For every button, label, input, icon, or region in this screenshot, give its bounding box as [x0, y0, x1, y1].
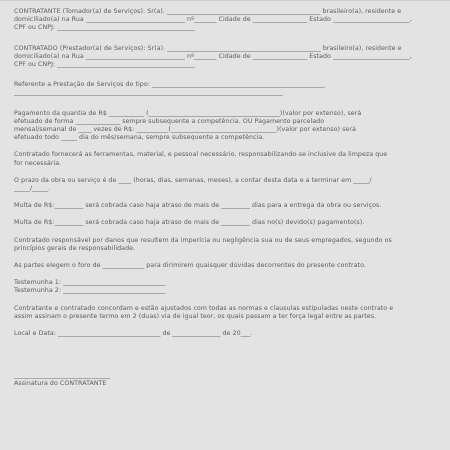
- ferramentas-line-1: Contratado fornecerá as ferramentas, material, e pessoal necessário, responsabilizando-se inclusive da limpeza que: [14, 151, 388, 159]
- contratado-line-1: CONTRATADO (Prestador(a) de Serviços): Sr(a). ________________________________________________ brasileiro(a), residente e: [14, 44, 402, 52]
- referente-line-2: ____________________________________________________________________________________: [14, 89, 283, 97]
- contratado-section: [14, 45, 440, 70]
- danos-line-1: Contratado responsável por danos que resultem da imperícia ou negligência sua ou de seus empregados, segundo os: [14, 236, 392, 244]
- pagamento-line-3: mensal/semanal de ____ vezes de R$: __________(_________________________________)(valor por extenso) será: [14, 126, 356, 134]
- prazo-line-1: O prazo da obra ou serviço é de ____ (horas, dias, semanas, meses), a contar desta data e a terminar em _____/: [14, 176, 372, 184]
- acordo-line-2: assim assinam o presente termo em 2 (duas) via de igual teor, os quais passam a ter força legal entre as partes.: [14, 312, 377, 320]
- contratante-line-2: domiciliado(a) na Rua _______________________________ nº_______ Cidade de _________________ Estado ________________________,: [14, 16, 412, 24]
- contratante-line-1: CONTRATANTE (Tomador(a) de Serviços): Sr(a). ________________________________________________ brasileiro(a), residente e: [14, 8, 402, 15]
- ferramentas-line-2: for necessária.: [14, 159, 62, 167]
- local-data: Local e Data: ________________________________ de _______________ de 20___.: [14, 330, 253, 338]
- ferramentas-section: [14, 151, 440, 167]
- contratante-section: [14, 8, 440, 33]
- signature-label: Assinatura do CONTRATANTE: [14, 380, 107, 388]
- signature-line: ______________________________: [14, 372, 110, 380]
- referente-line-1: Referente a Prestação de Serviços do tipo: ______________________________________________________: [14, 81, 325, 89]
- contratado-line-3: CPF ou CNPJ: ___________________________________________: [14, 61, 195, 69]
- acordo-section: [14, 305, 440, 321]
- referente-section: [14, 81, 440, 97]
- contratante-line-3: CPF ou CNPJ: ___________________________________________: [14, 24, 195, 32]
- danos-line-2: princípios gerais de responsabilidade.: [14, 244, 136, 252]
- multa-entrega: Multa de R$:_________ será cobrada caso haja atraso de mais de _________ dias para a entrega da obra ou serviços.: [14, 202, 382, 210]
- pagamento-line-1: Pagamento da quantia de R$ ___________ (_________________________________________)(valor por extenso), será: [14, 109, 362, 117]
- pagamento-line-2: efetuado de forma ______________ sempre subsequente a competência. OU Pagamento parcelado: [14, 117, 325, 125]
- pagamento-section: [14, 110, 440, 143]
- multa-pagamento: Multa de R$:_________ será cobrada caso haja atraso de mais de _________ dias no(s) devido(s) pagamento(s).: [14, 219, 365, 227]
- pagamento-line-4: efetuado todo _____ dia do mês/semana, sempre subsequente a competência.: [14, 134, 265, 142]
- top-divider: [0, 0, 450, 1]
- testemunha-1: Testemunha 1: ________________________________: [14, 279, 166, 287]
- contratado-line-2: domiciliado(a) na Rua _______________________________ nº_______ Cidade de _________________ Estado ________________________,: [14, 52, 412, 60]
- prazo-line-2: _____/_____.: [14, 185, 51, 193]
- contract-text: [14, 8, 440, 389]
- acordo-line-1: Contratante e contratado concordam e estão ajustados com todas as normas e clausulas estipuladas neste contrato e: [14, 304, 394, 312]
- prazo-section: [14, 177, 440, 193]
- foro-clause: As partes elegem o foro de _____________ para dirimirem quaisquer dúvidas decorrentes do presente contrato.: [14, 262, 366, 270]
- danos-section: [14, 237, 440, 253]
- testemunha-2: Testemunha 2: ________________________________: [14, 287, 166, 295]
